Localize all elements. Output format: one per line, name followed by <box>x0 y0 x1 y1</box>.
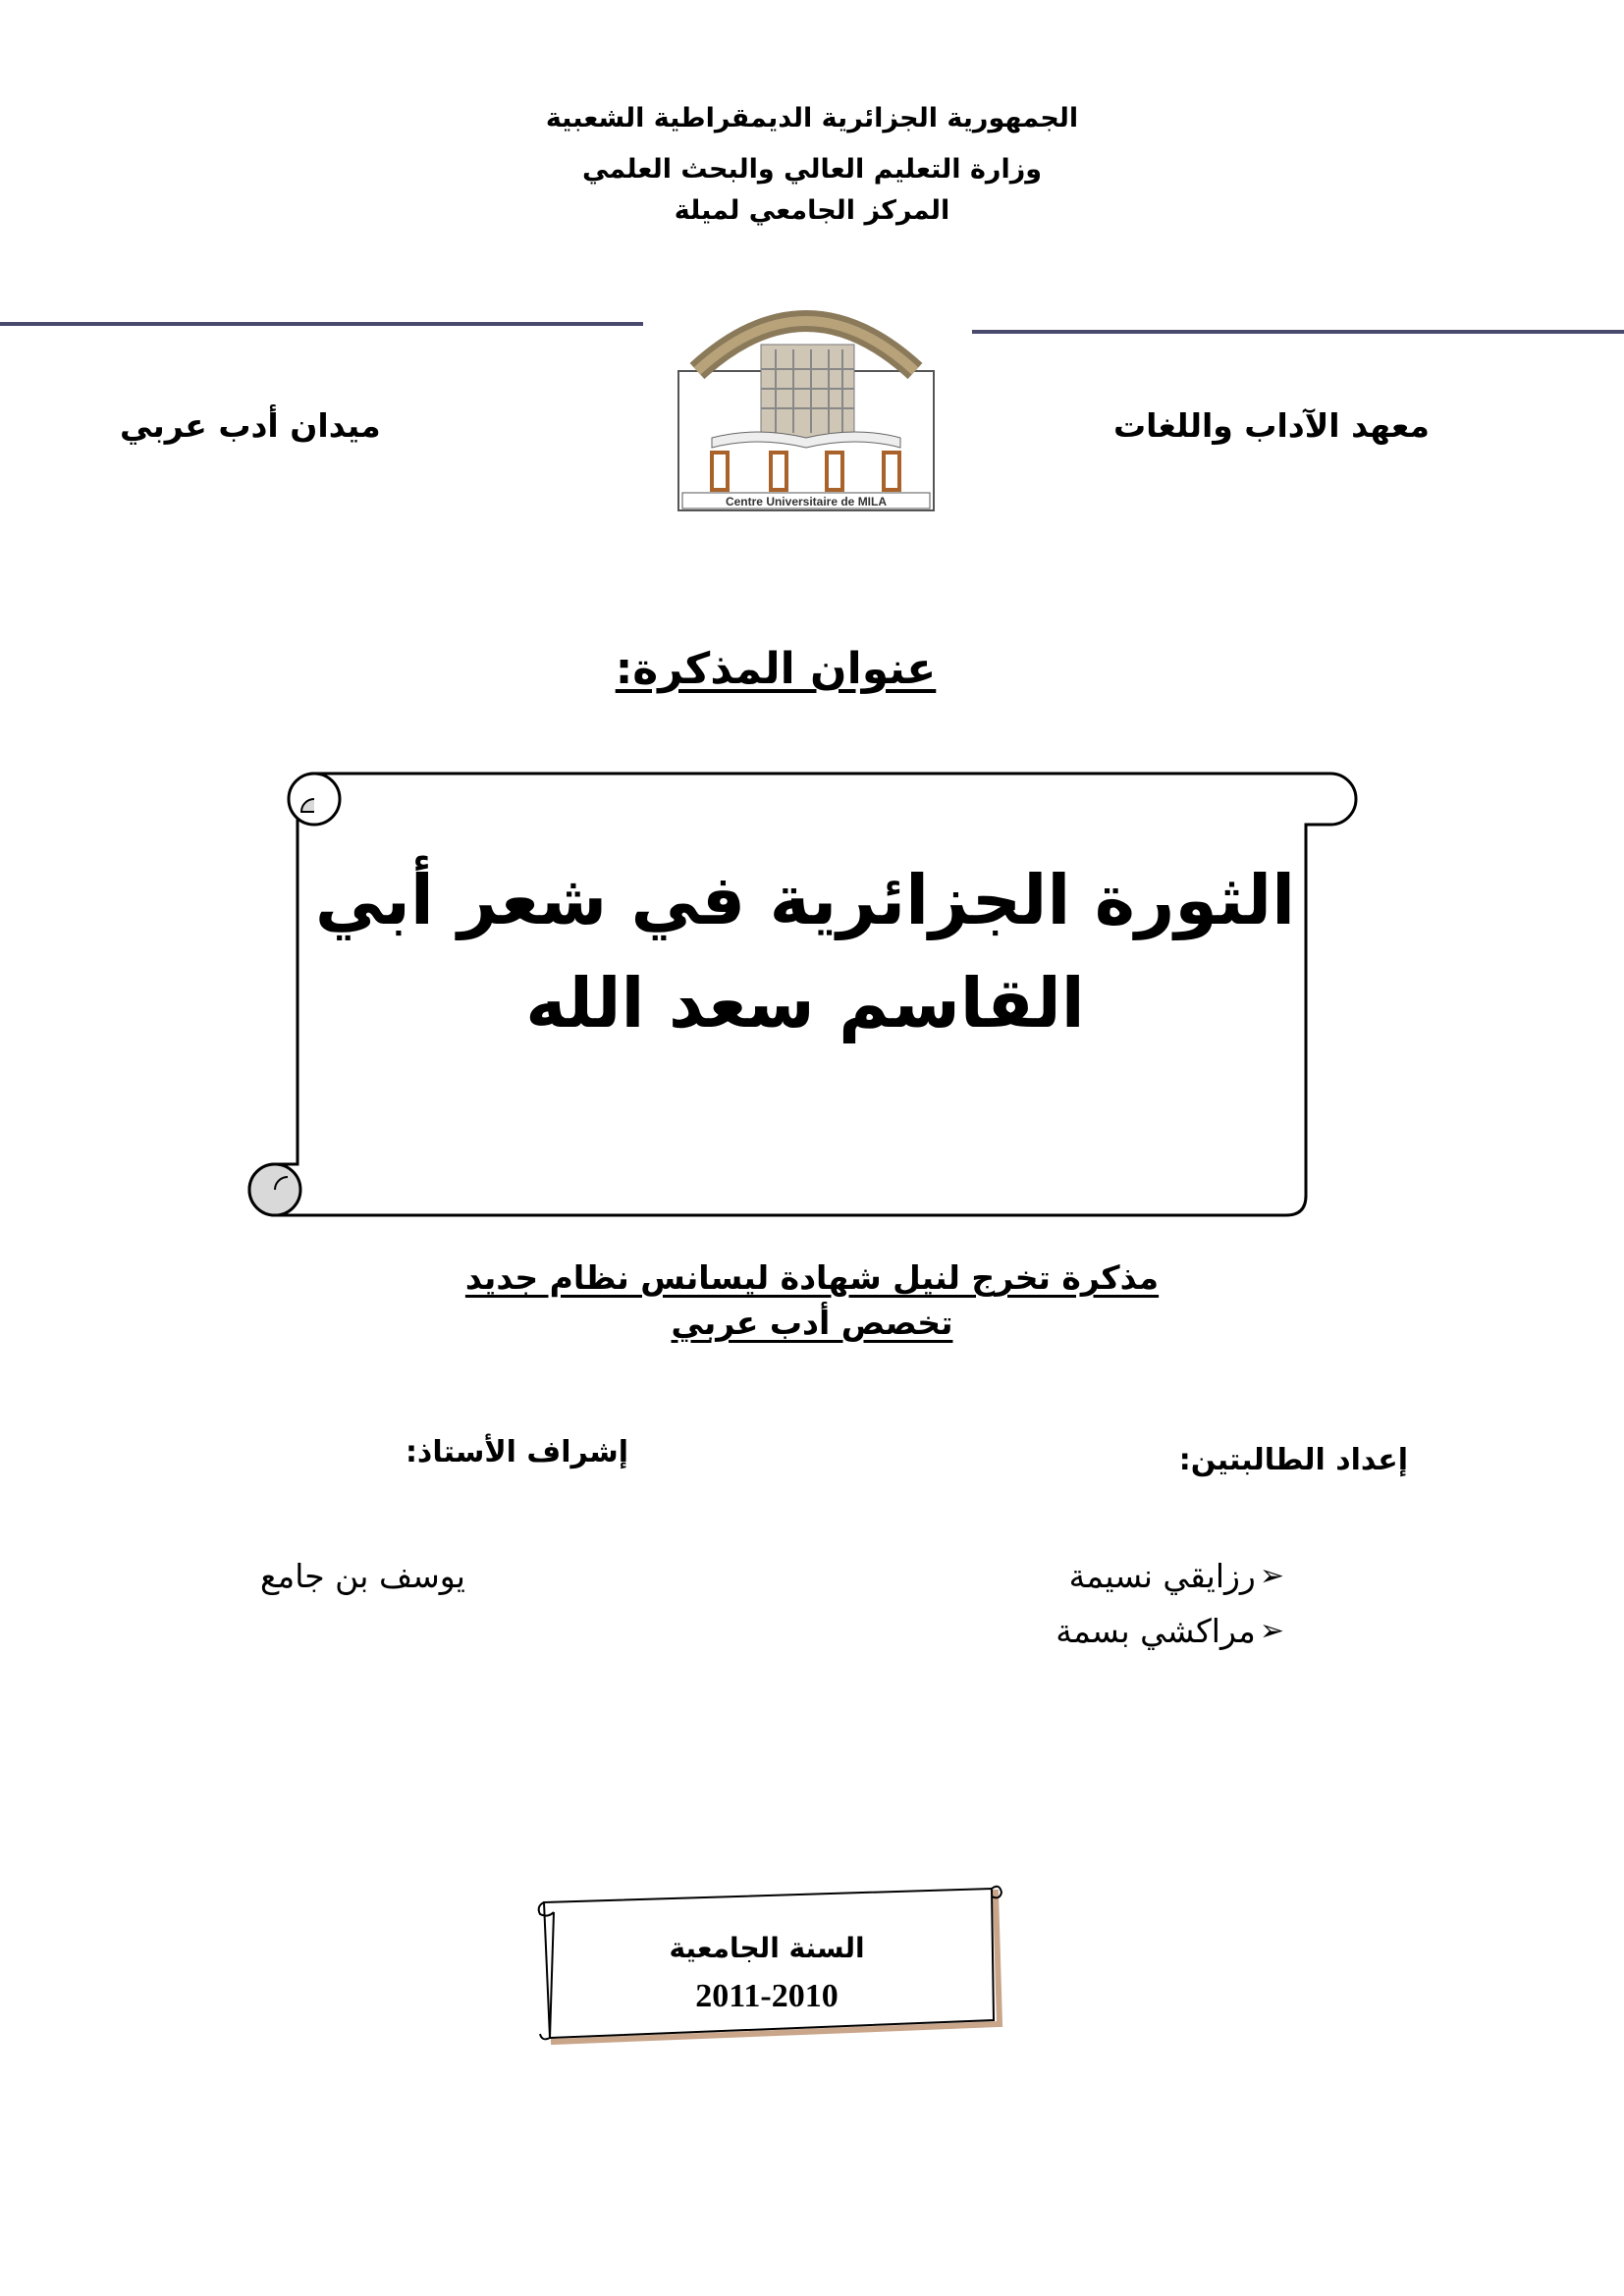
arrow-bullet-icon: ➢ <box>1259 1614 1284 1648</box>
memo-title-label: عنوان المذكرة: <box>615 644 937 694</box>
student-item <box>1069 1557 1284 1595</box>
header-republic: الجمهورية الجزائرية الديمقراطية الشعبية <box>545 103 1079 133</box>
academic-year-box <box>524 1877 1009 2054</box>
arrow-bullet-icon: ➢ <box>1259 1559 1284 1593</box>
academic-year-label: السنة الجامعية <box>669 1932 865 1964</box>
header-rule-left <box>0 322 643 326</box>
logo-caption: Centre Universitaire de MILA <box>725 495 888 508</box>
header-ministry: وزارة التعليم العالي والبحث العلمي <box>581 154 1043 185</box>
academic-year-value: 2011-2010 <box>695 1978 839 2014</box>
supervisor-name: يوسف بن جامع <box>259 1557 465 1595</box>
institute-label: معهد الآداب واللغات <box>1112 406 1430 445</box>
students-label: إعداد الطالبتين: <box>1178 1443 1408 1477</box>
header-center: المركز الجامعي لميلة <box>674 195 950 226</box>
certificate-line: مذكرة تخرج لنيل شهادة ليسانس نظام جديد <box>464 1258 1160 1297</box>
header-rule-right <box>972 330 1624 334</box>
student-name: مراكشي بسمة <box>1056 1612 1256 1650</box>
university-logo <box>677 291 935 512</box>
thesis-title-line1: الثورة الجزائرية في شعر أبي <box>314 860 1296 940</box>
student-name: رزايقي نسيمة <box>1068 1557 1256 1595</box>
field-label: ميدان أدب عربي <box>120 406 381 445</box>
supervisor-label: إشراف الأستاذ: <box>405 1435 628 1469</box>
student-item <box>1056 1612 1284 1650</box>
thesis-title-line2: القاسم سعد الله <box>525 963 1085 1043</box>
specialty-line: تخصص أدب عربي <box>671 1304 953 1342</box>
